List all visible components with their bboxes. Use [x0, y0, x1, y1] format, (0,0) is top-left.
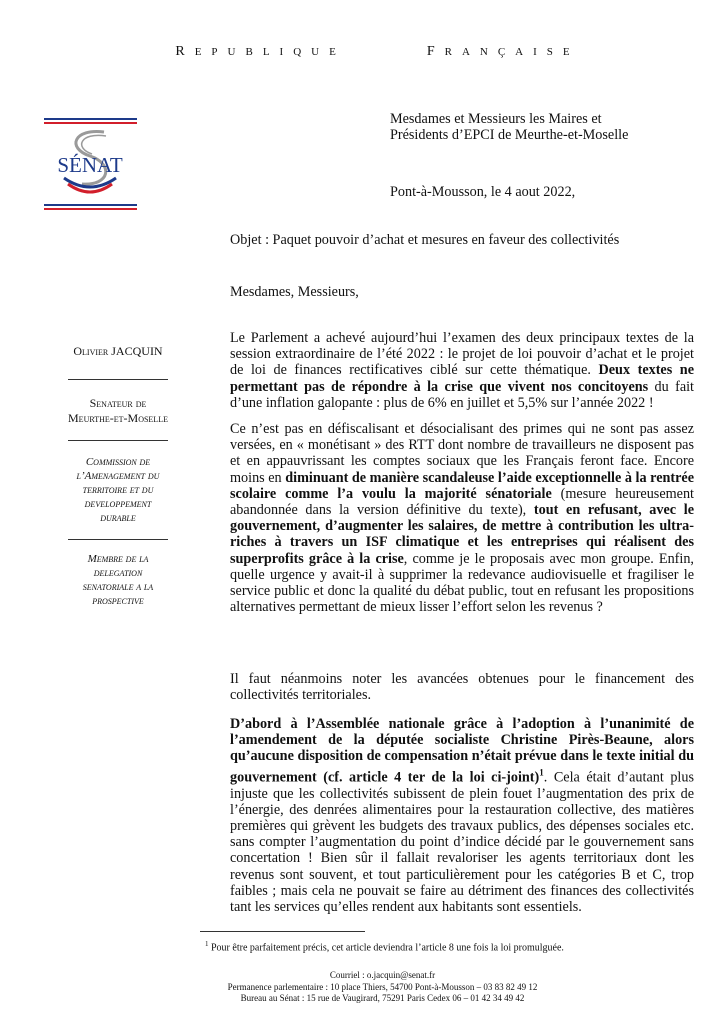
logo-bottom-bar — [44, 204, 137, 206]
republique-word: REPUBLIQUE — [175, 44, 346, 59]
divider — [68, 539, 168, 540]
logo-top-bar — [44, 118, 137, 120]
senator-title: Senateur de — [89, 396, 147, 410]
paragraph-2: Ce n’est pas en défiscalisant et désocialisant des primes qui ne sont pas assez versées, en « monétisant » des RTT dont nombre de travailleurs ne disposent pas et en appauvrissant les comptes sociaux que les Français feront face. Encore moins en diminuant de manière scandaleuse l’aide exceptionnelle à la rentrée scolaire comme l’a voulu la majorité sénatoriale (mesure heureusement abandonnée dans la version définitive du texte), tout en refusant, avec le gouvernement, d’augmenter les salaires, de mettre à contribution les ultra-riches à travers un ISF climatique et les entreprises qui réalisent des superprofits grâce à la crise, comme je le proposais avec mon groupe. Enfin, quelle urgence y avait-il à supprimer la redevance audiovisuelle et fragiliser le service public et donc la qualité du débat public, tout en refusant les propositions alternatives permettant de mieux lisser l’effort selon les revenus ? — [230, 421, 694, 616]
delegation-block: Membre de la delegation senatoriale a la prospective — [82, 553, 154, 607]
senator-department: Meurthe-et-Moselle — [68, 411, 168, 425]
footnote: $^1$ Pour être parfaitement précis, cet article deviendra l’article 8 une fois la loi promulguée. — [205, 940, 564, 954]
footer-permanence: Permanence parlementaire : 10 place Thiers, 54700 Pont-à-Mousson – 03 83 82 49 12 — [227, 981, 538, 992]
senator-name: Olivier JACQUIN — [73, 344, 163, 358]
recipient-block — [390, 111, 628, 143]
sidebar — [28, 344, 208, 608]
senat-logo — [44, 118, 137, 210]
senat-emblem-icon — [44, 124, 137, 208]
republique-francaise-header — [0, 44, 725, 60]
footer-bureau: Bureau au Sénat : 15 rue de Vaugirard, 75291 Paris Cedex 06 – 01 42 34 49 42 — [240, 993, 525, 1003]
salutation: Mesdames, Messieurs, — [230, 284, 359, 300]
footer — [0, 970, 725, 1005]
subject-line: Objet : Paquet pouvoir d’achat et mesures en faveur des collectivités — [230, 232, 620, 248]
footer-email: Courriel : o.jacquin@senat.fr — [329, 970, 436, 980]
recipient-line: Mesdames et Messieurs les Maires et — [390, 111, 602, 127]
date-line: Pont-à-Mousson, le 4 aout 2022, — [390, 184, 576, 200]
footnote-divider — [200, 931, 365, 932]
paragraph-4: D’abord à l’Assemblée nationale grâce à l’adoption à l’unanimité de l’amendement de la députée socialiste Christine Pirès-Beaune, alors qu’aucune disposition de compensation n’était prévue dans le texte initial du gouvernement (cf. article 4 ter de la loi ci-joint)$^1$. Cela était d’autant plus injuste que les collectivités subissent de plein fouet l’augmentation des prix de l’énergie, des denrées alimentaires pour la restauration collective, des matières premières qui grèvent les budgets des travaux publics, des dépenses sociales etc. sans compter l’augmentation du point d’indice décidé par le gouvernement sans concertation ! Bien sûr il fallait revaloriser les agents territoriaux dont les revenus sont souvent, et tout particulièrement pour les catégories B et C, trop faibles ; mais cela ne pouvait se faire au détriment des finances des collectivités tant les services qu’elles rendent aux habitants sont essentiels. — [230, 716, 694, 915]
paragraph-1: Le Parlement a achevé aujourd’hui l’examen des deux principaux textes de la session extraordinaire de l’été 2022 : le projet de loi pouvoir d’achat et le projet de loi de finances rectificatives ciblé sur cette thématique. Deux textes ne permettant pas de répondre à la crise que vivent nos concitoyens du fait d’une inflation galopante : plus de 6% en juillet et 5,5% sur l’année 2022 ! — [230, 330, 694, 411]
francaise-word: FRANÇAISE — [426, 44, 580, 59]
divider — [68, 379, 168, 380]
commission-block: Commission de l’Amenagement du territoire et du developpement durable — [76, 456, 160, 524]
footnote-ref: 1 — [539, 767, 544, 778]
paragraph-3: Il faut néanmoins noter les avancées obtenues pour le financement des collectivités territoriales. — [230, 671, 694, 704]
divider — [68, 440, 168, 441]
recipient-line: Présidents d’EPCI de Meurthe-et-Moselle — [390, 127, 629, 143]
logo-bottom-red-bar — [44, 208, 137, 210]
logo-text: SÉNAT — [57, 153, 123, 177]
